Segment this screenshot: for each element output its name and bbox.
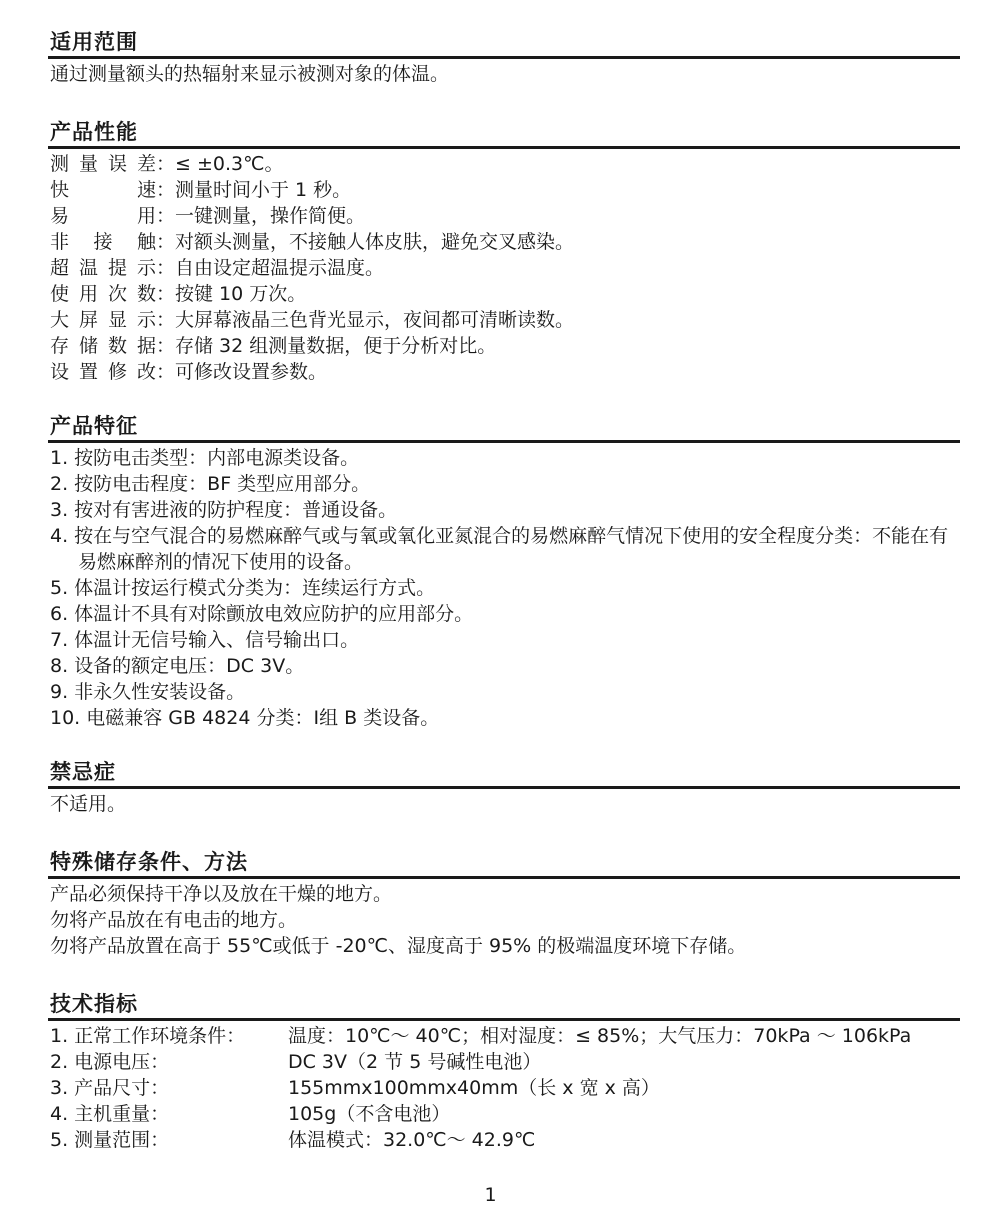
spec-key: 2. 电源电压：: [50, 1051, 170, 1073]
item-separator: ：: [156, 283, 176, 305]
spec-value: 155mmx100mmx40mm（长 x 宽 x 高）: [288, 1077, 660, 1099]
performance-item: [50, 229, 960, 255]
section-heading: 产品特征: [48, 412, 960, 443]
spec-item: [50, 1101, 960, 1127]
performance-item: [50, 151, 960, 177]
text-line: 勿将产品放置在高于 55℃或低于 -20℃、湿度高于 95% 的极端温度环境下存储。: [50, 935, 747, 957]
section-body: [48, 61, 960, 87]
spec-key: 3. 产品尺寸：: [50, 1077, 170, 1099]
feature-item: 9. 非永久性安装设备。: [50, 681, 246, 703]
section-body: [48, 445, 960, 731]
item-value: 大屏幕液晶三色背光显示，夜间都可清晰读数。: [175, 309, 575, 331]
feature-item: 5. 体温计按运行模式分类为：连续运行方式。: [50, 577, 436, 599]
section-body: [48, 791, 960, 817]
performance-item: [50, 203, 960, 229]
spec-value: 温度：10℃～ 40℃；相对湿度：≤ 85%；大气压力：70kPa ～ 106kPa: [288, 1025, 912, 1047]
spec-value: DC 3V（2 节 5 号碱性电池）: [288, 1051, 542, 1073]
item-separator: ：: [156, 309, 176, 331]
feature-item: 1. 按防电击类型：内部电源类设备。: [50, 447, 360, 469]
item-separator: ：: [156, 361, 176, 383]
text-line: 通过测量额头的热辐射来显示被测对象的体温。: [50, 63, 450, 85]
item-key: 使用次数: [50, 283, 156, 305]
item-key: 易用: [50, 205, 156, 227]
feature-item: 6. 体温计不具有对除颤放电效应防护的应用部分。: [50, 603, 474, 625]
item-key: 存储数据: [50, 335, 156, 357]
item-separator: ：: [156, 205, 176, 227]
performance-item: [50, 359, 960, 385]
section-body: [48, 151, 960, 385]
item-value: 按键 10 万次。: [175, 283, 307, 305]
item-separator: ：: [156, 231, 176, 253]
item-value: 一键测量，操作简便。: [175, 205, 366, 227]
section-specs: [48, 990, 960, 1153]
section-heading: 特殊储存条件、方法: [48, 848, 960, 879]
performance-item: [50, 255, 960, 281]
text-line: 不适用。: [50, 793, 127, 815]
item-separator: ：: [156, 257, 176, 279]
feature-item: 2. 按防电击程度：BF 类型应用部分。: [50, 473, 371, 495]
item-key: 设置修改: [50, 361, 156, 383]
item-value: 存储 32 组测量数据，便于分析对比。: [175, 335, 497, 357]
performance-item: [50, 307, 960, 333]
text-line: 产品必须保持干净以及放在干燥的地方。: [50, 883, 393, 905]
feature-item: 8. 设备的额定电压：DC 3V。: [50, 655, 305, 677]
text-line: 勿将产品放在有电击的地方。: [50, 909, 298, 931]
section-scope: [48, 28, 960, 87]
spec-item: [50, 1049, 960, 1075]
performance-item: [50, 281, 960, 307]
item-separator: ：: [156, 179, 176, 201]
feature-item: 10. 电磁兼容 GB 4824 分类：Ⅰ组 B 类设备。: [50, 707, 440, 729]
section-heading: 技术指标: [48, 990, 960, 1021]
item-separator: ：: [156, 153, 176, 175]
item-separator: ：: [156, 335, 176, 357]
item-value: 可修改设置参数。: [175, 361, 328, 383]
item-value: ≤ ±0.3℃。: [175, 153, 284, 175]
item-key: 大屏显示: [50, 309, 156, 331]
item-key: 测量误差: [50, 153, 156, 175]
section-features: [48, 412, 960, 731]
spec-key: 1. 正常工作环境条件：: [50, 1025, 246, 1047]
item-key: 超温提示: [50, 257, 156, 279]
feature-item: 4. 按在与空气混合的易燃麻醉气或与氧或氧化亚氮混合的易燃麻醉气情况下使用的安全程度分类：不能在有易燃麻醉剂的情况下使用的设备。: [50, 525, 949, 573]
section-heading: 禁忌症: [48, 758, 960, 789]
spec-item: [50, 1023, 960, 1049]
spec-key: 5. 测量范围：: [50, 1129, 170, 1151]
item-value: 自由设定超温提示温度。: [175, 257, 385, 279]
spec-key: 4. 主机重量：: [50, 1103, 170, 1125]
feature-item: 7. 体温计无信号输入、信号输出口。: [50, 629, 360, 651]
item-value: 对额头测量，不接触人体皮肤，避免交叉感染。: [175, 231, 575, 253]
section-contraindications: [48, 758, 960, 817]
item-key: 快速: [50, 179, 156, 201]
section-body: [48, 881, 960, 959]
feature-item: 3. 按对有害进液的防护程度：普通设备。: [50, 499, 398, 521]
performance-item: [50, 177, 960, 203]
page-number: 1: [484, 1184, 497, 1206]
section-performance: [48, 118, 960, 385]
section-body: [48, 1023, 960, 1153]
spec-item: [50, 1075, 960, 1101]
section-storage: [48, 848, 960, 959]
item-value: 测量时间小于 1 秒。: [175, 179, 352, 201]
spec-item: [50, 1127, 960, 1153]
item-key: 非接触: [50, 231, 156, 253]
spec-value: 体温模式：32.0℃～ 42.9℃: [288, 1129, 536, 1151]
performance-item: [50, 333, 960, 359]
spec-value: 105g（不含电池）: [288, 1103, 451, 1125]
section-heading: 产品性能: [48, 118, 960, 149]
section-heading: 适用范围: [48, 28, 960, 59]
